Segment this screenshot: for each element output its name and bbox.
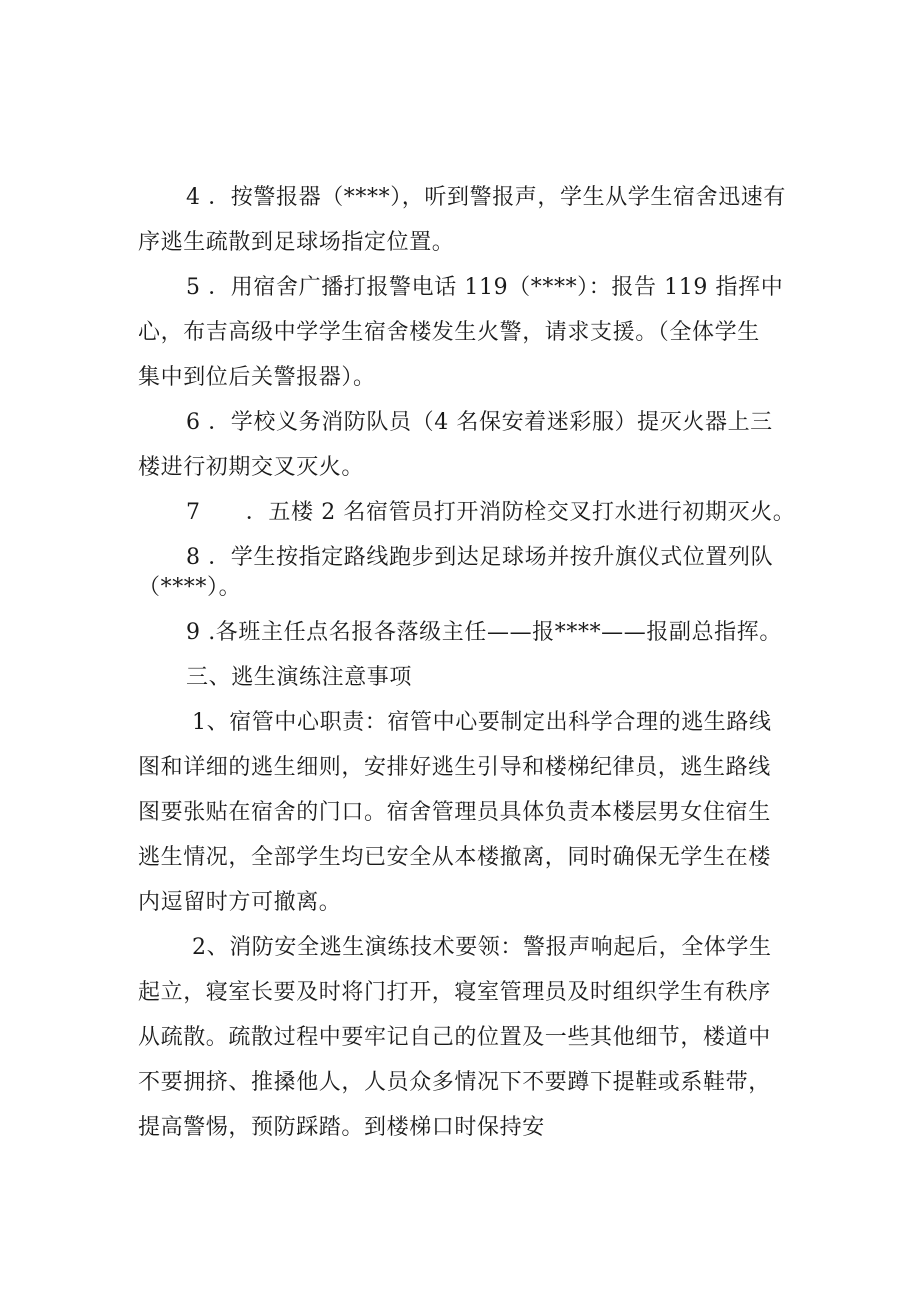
paragraph-5-line-1: 5 ．用宿舍广播打报警电话 119（****）：报告 119 指挥中 xyxy=(186,275,784,300)
item-2-line-5: 提高警惕，预防踩踏。到楼梯口时保持安 xyxy=(138,1115,545,1140)
paragraph-8-line-2: （****）。 xyxy=(138,575,242,600)
item-2-line-1: 2、消防安全逃生演练技术要领：警报声响起后，全体学生 xyxy=(192,935,772,960)
paragraph-5-line-2: 心，布吉高级中学学生宿舍楼发生火警，请求支援。（全体学生 xyxy=(138,320,760,345)
paragraph-5-line-3: 集中到位后关警报器）。 xyxy=(138,365,376,390)
paragraph-6-line-2: 楼进行初期交叉灭火。 xyxy=(138,455,365,480)
paragraph-9-line-1: 9 .各班主任点名报各落级主任——报****——报副总指挥。 xyxy=(186,620,782,645)
paragraph-6-line-1: 6 ．学校义务消防队员（4 名保安着迷彩服）提灭火器上三 xyxy=(186,410,773,435)
paragraph-4-line-1: 4 ．按警报器（****），听到警报声，学生从学生宿舍迅速有 xyxy=(186,185,786,210)
section-3-heading: 三、逃生演练注意事项 xyxy=(186,665,413,690)
paragraph-7-line-1: 7 ．五楼 2 名宿管员打开消防栓交叉打水进行初期灭火。 xyxy=(186,500,796,525)
item-2-line-2: 起立，寝室长要及时将门打开，寝室管理员及时组织学生有秩序 xyxy=(138,980,771,1005)
paragraph-8-line-1: 8 ．学生按指定路线跑步到达足球场并按升旗仪式位置列队 xyxy=(186,545,774,570)
paragraph-4-line-2: 序逃生疏散到足球场指定位置。 xyxy=(138,230,455,255)
item-2-line-4: 不要拥挤、推搡他人，人员众多情况下不要蹲下提鞋或系鞋带， xyxy=(138,1070,771,1095)
item-1-line-1: 1、宿管中心职责：宿管中心要制定出科学合理的逃生路线 xyxy=(192,710,772,735)
item-1-line-5: 内逗留时方可撤离。 xyxy=(138,890,342,915)
item-1-line-4: 逃生情况，全部学生均已安全从本楼撤离，同时确保无学生在楼 xyxy=(138,845,771,870)
item-2-line-3: 从疏散。疏散过程中要牢记自己的位置及一些其他细节，楼道中 xyxy=(138,1025,771,1050)
item-1-line-2: 图和详细的逃生细则，安排好逃生引导和楼梯纪律员，逃生路线 xyxy=(138,755,771,780)
item-1-line-3: 图要张贴在宿舍的门口。宿舍管理员具体负责本楼层男女住宿生 xyxy=(138,800,771,825)
